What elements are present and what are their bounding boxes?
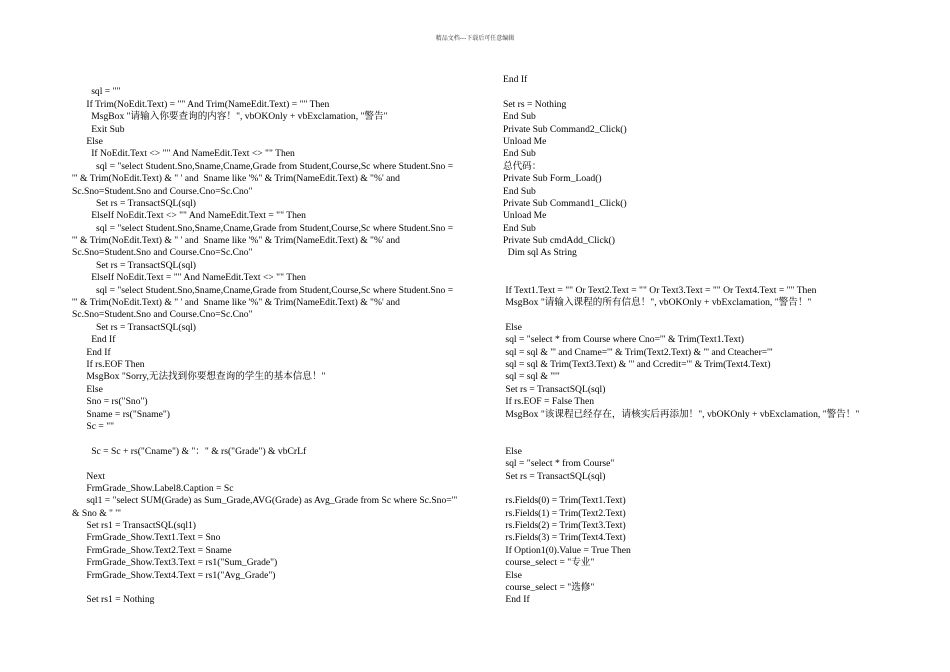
code-line: Exit Sub (72, 123, 125, 135)
code-line: Dim sql As String (503, 247, 577, 259)
code-line: rs.Fields(0) = Trim(Text1.Text) (503, 495, 626, 507)
code-line: '" & Trim(NoEdit.Text) & " ' and Sname like '%" & Trim(NameEdit.Text) & "%' and (72, 173, 400, 185)
code-line: sql1 = "select SUM(Grade) as Sum_Grade,AVG(Grade) as Avg_Grade from Sc where Sc.Sno='" (72, 495, 458, 507)
code-line: Else (503, 321, 522, 333)
code-line: '" & Trim(NoEdit.Text) & " ' and Sname like '%" & Trim(NameEdit.Text) & "%' and (72, 297, 400, 309)
code-column-right (503, 74, 883, 607)
code-line: Set rs = TransactSQL(sql) (72, 197, 197, 209)
code-line: sql = "" (72, 86, 121, 98)
code-line: FrmGrade_Show.Text1.Text = Sno (72, 532, 221, 544)
code-line: End Sub (503, 222, 536, 234)
code-line: If rs.EOF Then (72, 358, 145, 370)
code-line: course_select = "选修" (503, 582, 595, 594)
code-line (503, 272, 883, 284)
code-line: Set rs = Nothing (503, 98, 567, 110)
page-header: 精品文档---下载后可任意编辑 (435, 35, 515, 42)
code-line: FrmGrade_Show.Label8.Caption = Sc (72, 482, 234, 494)
code-line: Sc = "" (72, 420, 115, 432)
code-line: Private Sub Form_Load() (503, 173, 602, 185)
code-line: FrmGrade_Show.Text2.Text = Sname (72, 544, 232, 556)
code-line: Private Sub Command2_Click() (503, 123, 627, 135)
code-line: rs.Fields(1) = Trim(Text2.Text) (503, 507, 626, 519)
code-line (503, 86, 883, 98)
code-line: Set rs = TransactSQL(sql) (503, 470, 606, 482)
code-line: End If (503, 594, 530, 606)
code-line: 总代码： (503, 160, 542, 172)
code-line: MsgBox "Sorry,无法找到你要想查询的学生的基本信息！" (72, 371, 326, 383)
code-line: Next (72, 470, 106, 482)
code-line (72, 74, 467, 86)
code-line: sql = "select * from Course where Cno='" & Trim(Text1.Text) (503, 334, 744, 346)
code-line: sql = sql & "'" (503, 371, 560, 383)
code-line: Set rs1 = Nothing (72, 594, 155, 606)
code-line: Sc.Sno=Student.Sno and Course.Cno=Sc.Cno" (72, 247, 253, 259)
code-line: Else (72, 135, 103, 147)
code-line: If Option1(0).Value = True Then (503, 544, 631, 556)
code-line: Unload Me (503, 210, 547, 222)
code-line: Private Sub cmdAdd_Click() (503, 235, 615, 247)
code-line: Private Sub Command1_Click() (503, 197, 627, 209)
code-line: Sno = rs("Sno") (72, 396, 148, 408)
code-line: MsgBox "请输入课程的所有信息！", vbOKOnly + vbExclamation, "警告！" (503, 297, 812, 309)
code-line: Else (72, 383, 103, 395)
code-line (503, 260, 883, 272)
code-line: Sc.Sno=Student.Sno and Course.Cno=Sc.Cno" (72, 185, 253, 197)
code-line: MsgBox "该课程已经存在，请核实后再添加！", vbOKOnly + vbExclamation, "警告！" (503, 408, 860, 420)
code-line: Set rs = TransactSQL(sql) (72, 259, 197, 271)
code-line: If Trim(NoEdit.Text) = "" And Trim(NameEdit.Text) = "" Then (72, 98, 330, 110)
code-line: sql = sql & Trim(Text3.Text) & "' and Ccredit='" & Trim(Text4.Text) (503, 358, 771, 370)
code-line (503, 421, 883, 433)
code-line: ElseIf NoEdit.Text <> "" And NameEdit.Text = "" Then (72, 210, 306, 222)
code-line: sql = sql & "' and Cname='" & Trim(Text2.Text) & "' and Cteacher='" (503, 346, 773, 358)
code-line (503, 483, 883, 495)
code-line: Unload Me (503, 135, 547, 147)
code-line: rs.Fields(3) = Trim(Text4.Text) (503, 532, 626, 544)
code-line: End If (72, 334, 116, 346)
code-line (503, 309, 883, 321)
code-line: '" & Trim(NoEdit.Text) & " ' and Sname like '%" & Trim(NameEdit.Text) & "%' and (72, 235, 400, 247)
code-line (72, 582, 467, 594)
code-line (72, 433, 467, 445)
code-line: Sname = rs("Sname") (72, 408, 170, 420)
code-line: MsgBox "请输入你要查询的内容！", vbOKOnly + vbExclamation, "警告" (72, 111, 388, 123)
code-line: sql = "select Student.Sno,Sname,Cname,Grade from Student,Course,Sc where Student.Sno = (72, 160, 454, 172)
code-line: Sc.Sno=Student.Sno and Course.Cno=Sc.Cno" (72, 309, 253, 321)
code-line: course_select = "专业" (503, 557, 595, 569)
code-line: End Sub (503, 148, 536, 160)
code-line: Set rs = TransactSQL(sql) (72, 321, 197, 333)
code-line: rs.Fields(2) = Trim(Text3.Text) (503, 520, 626, 532)
code-line (72, 458, 467, 470)
code-line: ElseIf NoEdit.Text = "" And NameEdit.Text <> "" Then (72, 272, 306, 284)
code-line: Else (503, 445, 522, 457)
code-line: If rs.EOF = False Then (503, 396, 595, 408)
code-line: If NoEdit.Text <> "" And NameEdit.Text <> "" Then (72, 148, 295, 160)
code-line (503, 433, 883, 445)
code-line: Set rs1 = TransactSQL(sql1) (72, 520, 197, 532)
code-line: End If (72, 346, 111, 358)
code-line: If Text1.Text = "" Or Text2.Text = "" Or Text3.Text = "" Or Text4.Text = "" Then (503, 284, 817, 296)
code-line: FrmGrade_Show.Text3.Text = rs1("Sum_Grade") (72, 557, 278, 569)
code-line: sql = "select Student.Sno,Sname,Cname,Grade from Student,Course,Sc where Student.Sno = (72, 222, 454, 234)
code-column-left (72, 74, 467, 607)
code-line: sql = "select * from Course" (503, 458, 615, 470)
code-line: End Sub (503, 111, 536, 123)
code-line: Set rs = TransactSQL(sql) (503, 383, 606, 395)
code-line: FrmGrade_Show.Text4.Text = rs1("Avg_Grade") (72, 569, 276, 581)
code-line: Else (503, 569, 522, 581)
code-line: End If (503, 74, 528, 85)
code-line: & Sno & " '" (72, 507, 122, 519)
code-line: sql = "select Student.Sno,Sname,Cname,Grade from Student,Course,Sc where Student.Sno = (72, 284, 454, 296)
code-line: End Sub (503, 185, 536, 197)
code-line: Sc = Sc + rs("Cname") & "：" & rs("Grade") & vbCrLf (72, 445, 307, 457)
